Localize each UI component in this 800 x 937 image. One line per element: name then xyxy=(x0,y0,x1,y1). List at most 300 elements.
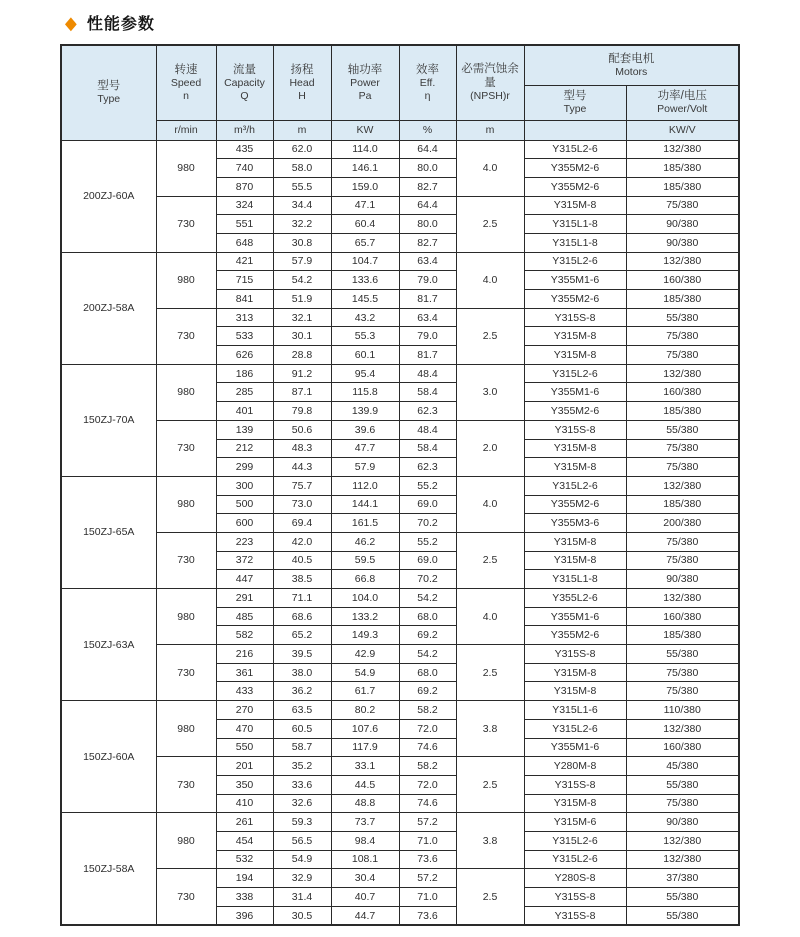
capacity-cell: 216 xyxy=(216,645,273,664)
motor-power-cell: 185/380 xyxy=(626,290,739,309)
efficiency-cell: 64.4 xyxy=(399,140,456,159)
efficiency-cell: 79.0 xyxy=(399,327,456,346)
table-row xyxy=(61,589,739,608)
speed-cell: 730 xyxy=(156,196,216,252)
head-cell: 32.2 xyxy=(273,215,331,234)
capacity-cell: 313 xyxy=(216,308,273,327)
motor-power-cell: 160/380 xyxy=(626,607,739,626)
header-row-1 xyxy=(61,45,739,85)
power-cell: 98.4 xyxy=(331,831,399,850)
capacity-cell: 212 xyxy=(216,439,273,458)
motor-type-cell: Y355M2-6 xyxy=(524,177,626,196)
motor-power-cell: 45/380 xyxy=(626,757,739,776)
head-cell: 40.5 xyxy=(273,551,331,570)
speed-cell: 730 xyxy=(156,645,216,701)
motor-type-cell: Y280M-8 xyxy=(524,757,626,776)
speed-cell: 730 xyxy=(156,420,216,476)
power-cell: 43.2 xyxy=(331,308,399,327)
capacity-cell: 533 xyxy=(216,327,273,346)
table-row xyxy=(61,140,739,159)
efficiency-label-zh: 效率 xyxy=(416,63,439,76)
motor-power-cell: 90/380 xyxy=(626,570,739,589)
speed-label-en: Speed xyxy=(170,76,202,89)
motor-type-cell: Y315L2-6 xyxy=(524,719,626,738)
motor-power-cell: 132/380 xyxy=(626,140,739,159)
power-cell: 73.7 xyxy=(331,813,399,832)
efficiency-cell: 82.7 xyxy=(399,233,456,252)
efficiency-cell: 70.2 xyxy=(399,570,456,589)
motor-power-cell: 160/380 xyxy=(626,738,739,757)
capacity-cell: 201 xyxy=(216,757,273,776)
speed-cell: 730 xyxy=(156,308,216,364)
head-cell: 59.3 xyxy=(273,813,331,832)
power-cell: 159.0 xyxy=(331,177,399,196)
capacity-label-symbol: Q xyxy=(240,89,249,102)
motor-power-unit: KW/V xyxy=(626,120,739,140)
head-cell: 69.4 xyxy=(273,514,331,533)
power-cell: 65.7 xyxy=(331,233,399,252)
motor-power-cell: 75/380 xyxy=(626,551,739,570)
capacity-cell: 447 xyxy=(216,570,273,589)
capacity-cell: 372 xyxy=(216,551,273,570)
motor-power-cell: 90/380 xyxy=(626,233,739,252)
efficiency-cell: 69.2 xyxy=(399,626,456,645)
power-cell: 117.9 xyxy=(331,738,399,757)
capacity-cell: 582 xyxy=(216,626,273,645)
power-cell: 47.1 xyxy=(331,196,399,215)
npsh-cell: 4.0 xyxy=(456,589,524,645)
head-cell: 32.6 xyxy=(273,794,331,813)
capacity-cell: 500 xyxy=(216,495,273,514)
motor-power-cell: 37/380 xyxy=(626,869,739,888)
table-row xyxy=(61,308,739,327)
power-cell: 145.5 xyxy=(331,290,399,309)
power-cell: 144.1 xyxy=(331,495,399,514)
motor-type-cell: Y355M1-6 xyxy=(524,271,626,290)
capacity-cell: 299 xyxy=(216,458,273,477)
capacity-cell: 350 xyxy=(216,775,273,794)
motor-type-cell: Y315L2-6 xyxy=(524,831,626,850)
motor-power-cell: 132/380 xyxy=(626,589,739,608)
motor-type-cell: Y355M3-6 xyxy=(524,514,626,533)
capacity-cell: 433 xyxy=(216,682,273,701)
motor-type-cell: Y280S-8 xyxy=(524,869,626,888)
efficiency-cell: 72.0 xyxy=(399,775,456,794)
table-row xyxy=(61,196,739,215)
capacity-cell: 626 xyxy=(216,346,273,365)
capacity-cell: 421 xyxy=(216,252,273,271)
capacity-cell: 396 xyxy=(216,906,273,925)
speed-cell: 980 xyxy=(156,589,216,645)
head-cell: 87.1 xyxy=(273,383,331,402)
efficiency-cell: 57.2 xyxy=(399,869,456,888)
npsh-cell: 2.5 xyxy=(456,308,524,364)
efficiency-cell: 81.7 xyxy=(399,290,456,309)
speed-cell: 980 xyxy=(156,701,216,757)
motor-type-cell: Y315M-8 xyxy=(524,682,626,701)
table-row xyxy=(61,532,739,551)
motor-type-cell: Y355M2-6 xyxy=(524,495,626,514)
motor-power-cell: 132/380 xyxy=(626,850,739,869)
power-cell: 33.1 xyxy=(331,757,399,776)
power-cell: 133.6 xyxy=(331,271,399,290)
table-row xyxy=(61,701,739,720)
head-cell: 31.4 xyxy=(273,888,331,907)
motor-type-cell: Y355M1-6 xyxy=(524,383,626,402)
efficiency-cell: 55.2 xyxy=(399,476,456,495)
power-cell: 44.7 xyxy=(331,906,399,925)
efficiency-cell: 54.2 xyxy=(399,645,456,664)
npsh-cell: 2.5 xyxy=(456,869,524,926)
capacity-cell: 715 xyxy=(216,271,273,290)
npsh-cell: 2.5 xyxy=(456,532,524,588)
capacity-cell: 223 xyxy=(216,532,273,551)
npsh-cell: 4.0 xyxy=(456,252,524,308)
motor-power-cell: 75/380 xyxy=(626,532,739,551)
motor-type-cell: Y355M1-6 xyxy=(524,607,626,626)
capacity-label-zh: 流量 xyxy=(233,63,256,76)
power-cell: 47.7 xyxy=(331,439,399,458)
col-header-pump-type xyxy=(61,45,156,140)
power-unit: KW xyxy=(331,120,399,140)
motor-type-cell: Y315L2-6 xyxy=(524,476,626,495)
motor-type-cell: Y315M-6 xyxy=(524,813,626,832)
head-cell: 51.9 xyxy=(273,290,331,309)
efficiency-cell: 58.2 xyxy=(399,757,456,776)
power-cell: 146.1 xyxy=(331,159,399,178)
head-cell: 32.1 xyxy=(273,308,331,327)
head-cell: 57.9 xyxy=(273,252,331,271)
efficiency-cell: 80.0 xyxy=(399,215,456,234)
head-cell: 73.0 xyxy=(273,495,331,514)
speed-label-symbol: n xyxy=(183,89,189,102)
head-cell: 68.6 xyxy=(273,607,331,626)
motor-type-cell: Y315M-8 xyxy=(524,439,626,458)
model-cell: 150ZJ-58A xyxy=(61,813,156,926)
model-cell: 150ZJ-63A xyxy=(61,589,156,701)
model-cell: 200ZJ-58A xyxy=(61,252,156,364)
speed-cell: 980 xyxy=(156,140,216,196)
power-cell: 149.3 xyxy=(331,626,399,645)
efficiency-cell: 48.4 xyxy=(399,364,456,383)
head-cell: 58.0 xyxy=(273,159,331,178)
capacity-cell: 551 xyxy=(216,215,273,234)
pump-type-label-en: Type xyxy=(97,93,121,106)
power-cell: 66.8 xyxy=(331,570,399,589)
col-header-power xyxy=(331,45,399,120)
motor-power-cell: 160/380 xyxy=(626,271,739,290)
model-cell: 150ZJ-70A xyxy=(61,364,156,476)
motor-power-cell: 185/380 xyxy=(626,402,739,421)
motor-type-cell: Y355L2-6 xyxy=(524,589,626,608)
power-cell: 30.4 xyxy=(331,869,399,888)
table-body xyxy=(61,140,739,925)
npsh-cell: 4.0 xyxy=(456,140,524,196)
head-cell: 42.0 xyxy=(273,532,331,551)
head-cell: 28.8 xyxy=(273,346,331,365)
model-cell: 150ZJ-60A xyxy=(61,701,156,813)
head-cell: 71.1 xyxy=(273,589,331,608)
capacity-cell: 361 xyxy=(216,663,273,682)
head-cell: 54.2 xyxy=(273,271,331,290)
efficiency-cell: 48.4 xyxy=(399,420,456,439)
motor-type-cell: Y315S-8 xyxy=(524,888,626,907)
col-header-motors xyxy=(524,45,739,85)
efficiency-cell: 71.0 xyxy=(399,831,456,850)
motor-type-cell: Y355M2-6 xyxy=(524,402,626,421)
capacity-cell: 435 xyxy=(216,140,273,159)
motor-type-label-zh: 型号 xyxy=(563,90,587,102)
head-cell: 44.3 xyxy=(273,458,331,477)
capacity-cell: 841 xyxy=(216,290,273,309)
motor-power-cell: 55/380 xyxy=(626,775,739,794)
col-header-capacity xyxy=(216,45,273,120)
head-cell: 32.9 xyxy=(273,869,331,888)
motor-power-cell: 55/380 xyxy=(626,645,739,664)
head-cell: 63.5 xyxy=(273,701,331,720)
efficiency-cell: 69.0 xyxy=(399,495,456,514)
motor-type-unit-empty xyxy=(524,120,626,140)
npsh-label-zh: 必需汽蚀余量 xyxy=(461,63,519,90)
speed-cell: 980 xyxy=(156,252,216,308)
capacity-cell: 870 xyxy=(216,177,273,196)
motor-type-cell: Y315L2-6 xyxy=(524,850,626,869)
motor-type-cell: Y355M1-6 xyxy=(524,738,626,757)
head-cell: 48.3 xyxy=(273,439,331,458)
efficiency-cell: 55.2 xyxy=(399,532,456,551)
npsh-cell: 2.5 xyxy=(456,645,524,701)
head-cell: 62.0 xyxy=(273,140,331,159)
motor-type-cell: Y315M-8 xyxy=(524,551,626,570)
motor-power-cell: 160/380 xyxy=(626,383,739,402)
motor-power-label-zh: 功率/电压 xyxy=(657,90,707,102)
head-label-zh: 扬程 xyxy=(290,63,314,76)
speed-cell: 730 xyxy=(156,869,216,926)
speed-cell: 980 xyxy=(156,476,216,532)
efficiency-cell: 63.4 xyxy=(399,252,456,271)
npsh-cell: 3.0 xyxy=(456,364,524,420)
efficiency-cell: 62.3 xyxy=(399,458,456,477)
motor-power-cell: 185/380 xyxy=(626,626,739,645)
motor-type-cell: Y315L1-8 xyxy=(524,233,626,252)
efficiency-unit: % xyxy=(399,120,456,140)
capacity-cell: 401 xyxy=(216,402,273,421)
motor-power-cell: 132/380 xyxy=(626,831,739,850)
col-header-speed xyxy=(156,45,216,120)
power-cell: 39.6 xyxy=(331,420,399,439)
motor-power-cell: 185/380 xyxy=(626,159,739,178)
motor-power-cell: 75/380 xyxy=(626,327,739,346)
power-cell: 108.1 xyxy=(331,850,399,869)
capacity-label-en: Capacity xyxy=(224,76,265,89)
table-header xyxy=(61,45,739,140)
motor-type-cell: Y315M-8 xyxy=(524,327,626,346)
motor-power-cell: 75/380 xyxy=(626,439,739,458)
capacity-cell: 300 xyxy=(216,476,273,495)
head-cell: 30.8 xyxy=(273,233,331,252)
efficiency-cell: 58.4 xyxy=(399,383,456,402)
head-label-en: Head xyxy=(289,76,315,89)
head-cell: 30.5 xyxy=(273,906,331,925)
motors-label-zh: 配套电机 xyxy=(608,52,655,65)
motor-power-cell: 55/380 xyxy=(626,888,739,907)
speed-unit: r/min xyxy=(156,120,216,140)
motor-power-cell: 90/380 xyxy=(626,813,739,832)
power-label-en: Power xyxy=(350,76,380,89)
head-cell: 65.2 xyxy=(273,626,331,645)
power-cell: 133.2 xyxy=(331,607,399,626)
capacity-cell: 194 xyxy=(216,869,273,888)
head-cell: 55.5 xyxy=(273,177,331,196)
capacity-cell: 139 xyxy=(216,420,273,439)
head-cell: 79.8 xyxy=(273,402,331,421)
page-title: 性能参数 xyxy=(86,16,155,33)
table-row xyxy=(61,364,739,383)
speed-cell: 730 xyxy=(156,757,216,813)
power-cell: 46.2 xyxy=(331,532,399,551)
power-cell: 48.8 xyxy=(331,794,399,813)
efficiency-cell: 57.2 xyxy=(399,813,456,832)
efficiency-cell: 79.0 xyxy=(399,271,456,290)
motor-type-cell: Y315S-8 xyxy=(524,775,626,794)
table-row xyxy=(61,757,739,776)
head-unit: m xyxy=(273,120,331,140)
motor-power-cell: 75/380 xyxy=(626,663,739,682)
power-cell: 139.9 xyxy=(331,402,399,421)
head-cell: 58.7 xyxy=(273,738,331,757)
motor-power-cell: 90/380 xyxy=(626,215,739,234)
motor-power-cell: 75/380 xyxy=(626,346,739,365)
performance-table xyxy=(60,44,740,926)
npsh-cell: 2.5 xyxy=(456,196,524,252)
head-cell: 38.5 xyxy=(273,570,331,589)
head-cell: 38.0 xyxy=(273,663,331,682)
efficiency-cell: 73.6 xyxy=(399,906,456,925)
head-cell: 33.6 xyxy=(273,775,331,794)
power-cell: 60.4 xyxy=(331,215,399,234)
power-cell: 104.0 xyxy=(331,589,399,608)
col-header-motor-type xyxy=(524,85,626,120)
capacity-cell: 600 xyxy=(216,514,273,533)
efficiency-cell: 71.0 xyxy=(399,888,456,907)
power-cell: 44.5 xyxy=(331,775,399,794)
npsh-cell: 2.0 xyxy=(456,420,524,476)
model-cell: 150ZJ-65A xyxy=(61,476,156,588)
motor-type-cell: Y355M2-6 xyxy=(524,290,626,309)
efficiency-cell: 62.3 xyxy=(399,402,456,421)
model-cell: 200ZJ-60A xyxy=(61,140,156,252)
power-cell: 112.0 xyxy=(331,476,399,495)
capacity-cell: 740 xyxy=(216,159,273,178)
motor-type-cell: Y355M2-6 xyxy=(524,626,626,645)
efficiency-label-en: Eff. xyxy=(419,76,436,89)
head-cell: 60.5 xyxy=(273,719,331,738)
power-cell: 59.5 xyxy=(331,551,399,570)
col-header-efficiency xyxy=(399,45,456,120)
efficiency-cell: 72.0 xyxy=(399,719,456,738)
efficiency-cell: 68.0 xyxy=(399,607,456,626)
head-cell: 34.4 xyxy=(273,196,331,215)
section-header xyxy=(0,0,800,34)
motor-power-cell: 110/380 xyxy=(626,701,739,720)
npsh-cell: 2.5 xyxy=(456,757,524,813)
capacity-cell: 454 xyxy=(216,831,273,850)
motor-power-cell: 75/380 xyxy=(626,794,739,813)
motor-type-cell: Y355M2-6 xyxy=(524,159,626,178)
motor-power-cell: 185/380 xyxy=(626,177,739,196)
motor-type-cell: Y315M-8 xyxy=(524,196,626,215)
capacity-cell: 550 xyxy=(216,738,273,757)
table-row xyxy=(61,252,739,271)
motor-power-cell: 55/380 xyxy=(626,308,739,327)
motor-power-cell: 55/380 xyxy=(626,420,739,439)
power-label-symbol: Pa xyxy=(358,89,372,102)
head-cell: 91.2 xyxy=(273,364,331,383)
efficiency-cell: 63.4 xyxy=(399,308,456,327)
motor-power-cell: 75/380 xyxy=(626,196,739,215)
capacity-cell: 648 xyxy=(216,233,273,252)
efficiency-cell: 73.6 xyxy=(399,850,456,869)
speed-cell: 980 xyxy=(156,813,216,869)
power-cell: 42.9 xyxy=(331,645,399,664)
motor-power-label-en: Power/Volt xyxy=(657,103,708,115)
efficiency-cell: 82.7 xyxy=(399,177,456,196)
speed-cell: 980 xyxy=(156,364,216,420)
capacity-cell: 186 xyxy=(216,364,273,383)
motor-type-cell: Y315S-8 xyxy=(524,308,626,327)
head-cell: 56.5 xyxy=(273,831,331,850)
capacity-unit: m³/h xyxy=(216,120,273,140)
motor-type-cell: Y315L1-8 xyxy=(524,570,626,589)
motor-type-cell: Y315M-8 xyxy=(524,458,626,477)
motor-type-cell: Y315L2-6 xyxy=(524,140,626,159)
efficiency-cell: 70.2 xyxy=(399,514,456,533)
efficiency-cell: 54.2 xyxy=(399,589,456,608)
npsh-cell: 3.8 xyxy=(456,813,524,869)
table-row xyxy=(61,813,739,832)
efficiency-label-symbol: η xyxy=(424,89,431,102)
head-cell: 35.2 xyxy=(273,757,331,776)
capacity-cell: 485 xyxy=(216,607,273,626)
motor-power-cell: 185/380 xyxy=(626,495,739,514)
capacity-cell: 532 xyxy=(216,850,273,869)
motors-label-en: Motors xyxy=(615,65,648,78)
capacity-cell: 285 xyxy=(216,383,273,402)
table-row xyxy=(61,476,739,495)
head-label-symbol: H xyxy=(298,89,306,102)
npsh-cell: 4.0 xyxy=(456,476,524,532)
efficiency-cell: 69.2 xyxy=(399,682,456,701)
power-cell: 161.5 xyxy=(331,514,399,533)
capacity-cell: 270 xyxy=(216,701,273,720)
efficiency-cell: 74.6 xyxy=(399,738,456,757)
motor-type-cell: Y315M-8 xyxy=(524,346,626,365)
motor-type-cell: Y315L1-8 xyxy=(524,215,626,234)
head-cell: 54.9 xyxy=(273,850,331,869)
motor-power-cell: 132/380 xyxy=(626,364,739,383)
motor-power-cell: 132/380 xyxy=(626,252,739,271)
head-cell: 36.2 xyxy=(273,682,331,701)
power-cell: 61.7 xyxy=(331,682,399,701)
power-cell: 60.1 xyxy=(331,346,399,365)
power-cell: 57.9 xyxy=(331,458,399,477)
motor-type-cell: Y315S-8 xyxy=(524,645,626,664)
power-cell: 107.6 xyxy=(331,719,399,738)
motor-power-cell: 132/380 xyxy=(626,719,739,738)
npsh-label-en: (NPSH)r xyxy=(470,90,510,103)
power-cell: 104.7 xyxy=(331,252,399,271)
power-cell: 80.2 xyxy=(331,701,399,720)
